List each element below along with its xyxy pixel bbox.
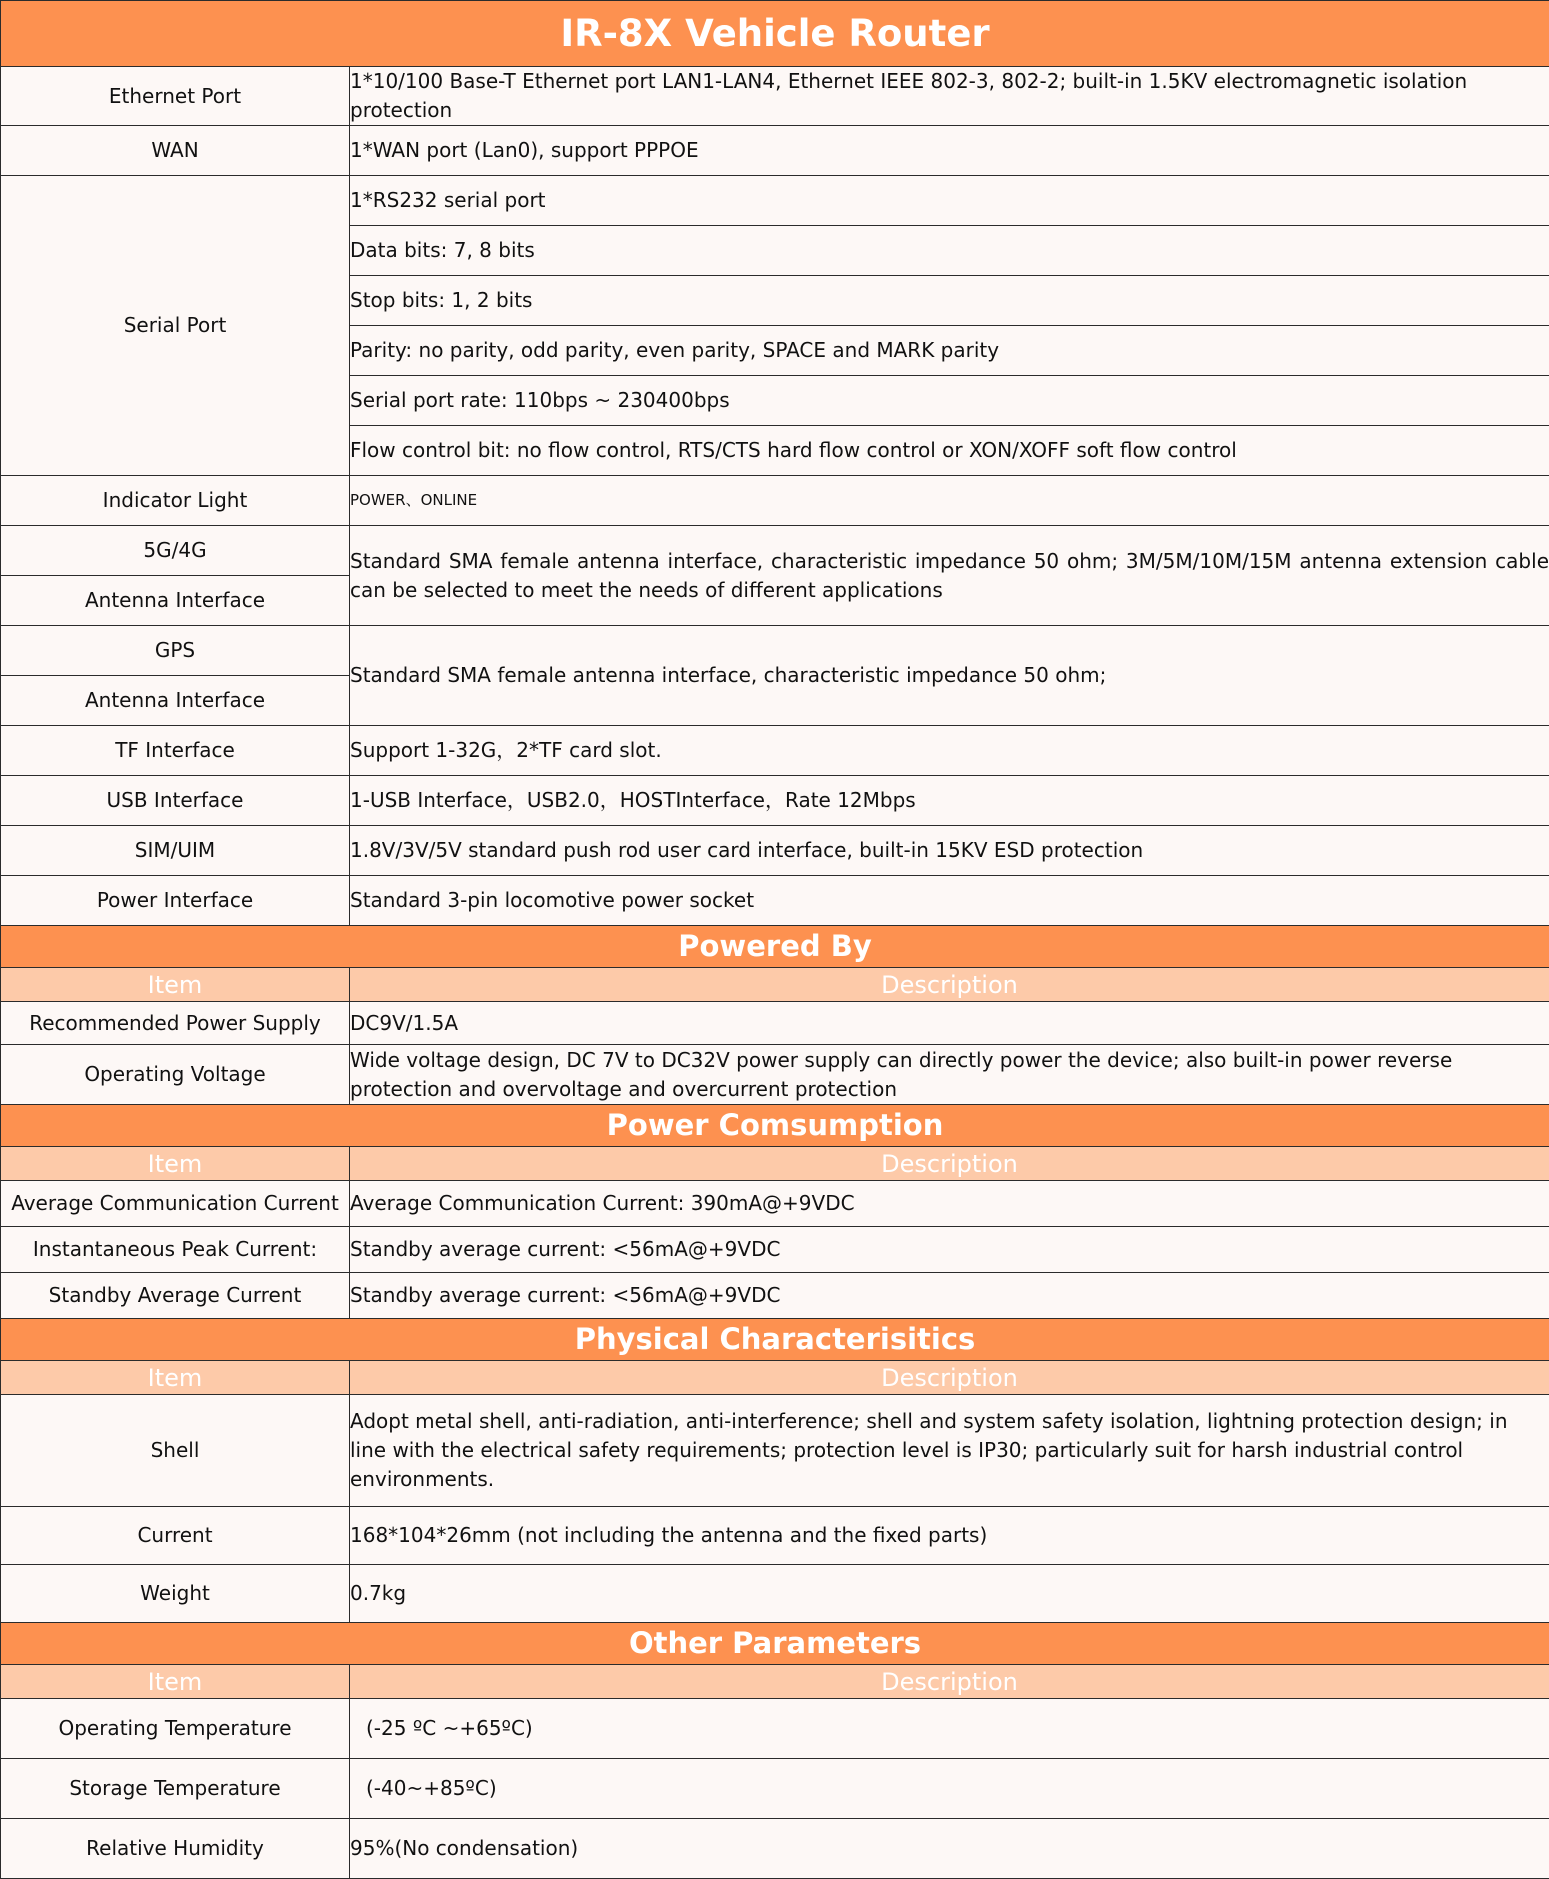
table-row [1,1181,1549,1227]
item-label: GPS [1,626,350,676]
item-description: Standard SMA female antenna interface, characteristic impedance 50 ohm; 3M/5M/10M/15M antenna extension cable can be selected to meet the needs of different applications [350,526,1549,626]
column-header-description: Description [350,968,1549,1002]
table-row [1,1273,1549,1319]
item-description: Wide voltage design, DC 7V to DC32V power supply can directly power the device; also built-in power reverse protection and overvoltage and overcurrent protection [350,1045,1549,1105]
table-row [1,1507,1549,1565]
section-title-row [1,1105,1549,1147]
item-description: 0.7kg [350,1565,1549,1623]
item-description: 95%(No condensation) [350,1819,1549,1879]
column-header-item: Item [1,1147,350,1181]
section-title: Physical Characterisitics [1,1319,1549,1361]
item-description: Support 1-32G，2*TF card slot. [350,726,1549,776]
table-row [1,876,1549,926]
item-description: Standard 3-pin locomotive power socket [350,876,1549,926]
table-row [1,1002,1549,1045]
item-label: TF Interface [1,726,350,776]
column-header-row [1,968,1549,1002]
item-label: Indicator Light [1,476,350,526]
title-row [1,1,1549,67]
column-header-item: Item [1,968,350,1002]
item-label: Relative Humidity [1,1819,350,1879]
item-description: 168*104*26mm (not including the antenna and the fixed parts) [350,1507,1549,1565]
item-description: 1-USB Interface，USB2.0，HOSTInterface，Rate 12Mbps [350,776,1549,826]
item-label: Operating Voltage [1,1045,350,1105]
item-description: DC9V/1.5A [350,1002,1549,1045]
column-header-row [1,1665,1549,1699]
item-label: Antenna Interface [1,676,350,726]
section-title-row [1,1319,1549,1361]
item-label: Serial Port [1,176,350,476]
item-description: Stop bits: 1, 2 bits [350,276,1549,326]
item-description: Flow control bit: no flow control, RTS/CTS hard flow control or XON/XOFF soft flow control [350,426,1549,476]
item-label: Recommended Power Supply [1,1002,350,1045]
section-title-row [1,1623,1549,1665]
item-label: Current [1,1507,350,1565]
table-row [1,1699,1549,1759]
item-description: Standard SMA female antenna interface, characteristic impedance 50 ohm; [350,626,1549,726]
item-description: Standby average current: <56mA@+9VDC [350,1227,1549,1273]
item-description: Data bits: 7, 8 bits [350,226,1549,276]
table-row [1,176,1549,226]
item-label: Power Interface [1,876,350,926]
section-title: Other Parameters [1,1623,1549,1665]
item-label: Standby Average Current [1,1273,350,1319]
table-row [1,1759,1549,1819]
table-row [1,1227,1549,1273]
column-header-description: Description [350,1361,1549,1395]
table-row [1,1045,1549,1105]
column-header-row [1,1147,1549,1181]
item-description: (-25 ºC ~+65ºC) [350,1699,1549,1759]
item-label: USB Interface [1,776,350,826]
table-row [1,67,1549,126]
item-label: Ethernet Port [1,67,350,126]
item-label: 5G/4G [1,526,350,576]
section-title-row [1,926,1549,968]
item-description: Adopt metal shell, anti-radiation, anti-interference; shell and system safety isolation, lightning protection design; in line with the electrical safety requirements; protection level is IP30; particularly suit for harsh industrial control environments. [350,1395,1549,1507]
table-row [1,626,1549,676]
column-header-item: Item [1,1665,350,1699]
section-title: Powered By [1,926,1549,968]
item-description: 1.8V/3V/5V standard push rod user card interface, built-in 15KV ESD protection [350,826,1549,876]
item-description: Standby average current: <56mA@+9VDC [350,1273,1549,1319]
item-description: Average Communication Current: 390mA@+9VDC [350,1181,1549,1227]
table-row [1,1565,1549,1623]
table-row [1,826,1549,876]
column-header-description: Description [350,1665,1549,1699]
column-header-description: Description [350,1147,1549,1181]
item-label: Storage Temperature [1,1759,350,1819]
item-label: Average Communication Current [1,1181,350,1227]
table-row [1,126,1549,176]
table-row [1,1819,1549,1879]
item-description: 1*RS232 serial port [350,176,1549,226]
table-row [1,476,1549,526]
column-header-row [1,1361,1549,1395]
page-title: IR-8X Vehicle Router [1,1,1549,67]
item-label: Shell [1,1395,350,1507]
table-row [1,526,1549,576]
item-description: POWER、ONLINE [350,476,1549,526]
item-description: Parity: no parity, odd parity, even parity, SPACE and MARK parity [350,326,1549,376]
item-description: (-40~+85ºC) [350,1759,1549,1819]
item-label: Antenna Interface [1,576,350,626]
item-description: 1*WAN port (Lan0), support PPPOE [350,126,1549,176]
table-row [1,1395,1549,1507]
table-row [1,776,1549,826]
item-label: Instantaneous Peak Current: [1,1227,350,1273]
item-label: SIM/UIM [1,826,350,876]
table-row [1,726,1549,776]
item-label: Operating Temperature [1,1699,350,1759]
item-label: Weight [1,1565,350,1623]
section-title: Power Comsumption [1,1105,1549,1147]
item-description: Serial port rate: 110bps ~ 230400bps [350,376,1549,426]
column-header-item: Item [1,1361,350,1395]
item-description: 1*10/100 Base-T Ethernet port LAN1-LAN4, Ethernet IEEE 802-3, 802-2; built-in 1.5KV electromagnetic isolation protection [350,67,1549,126]
item-label: WAN [1,126,350,176]
